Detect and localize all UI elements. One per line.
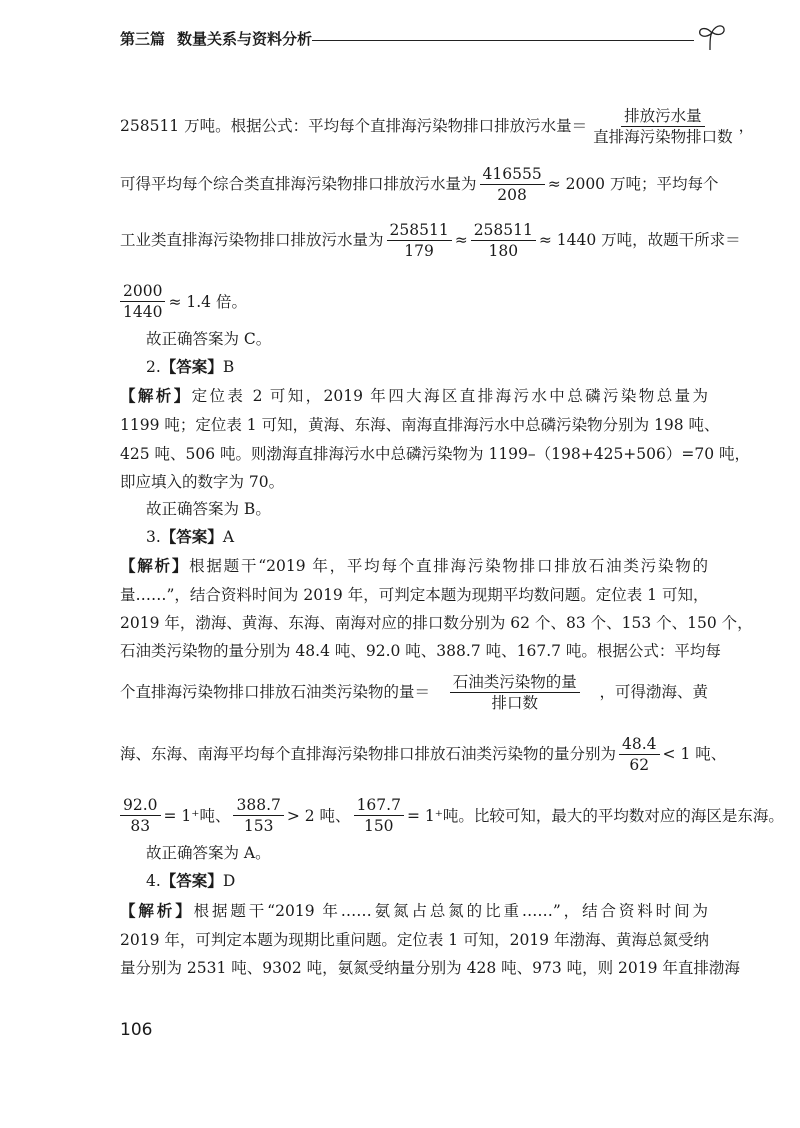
q3-analysis-line-5: 个直排海污染物排口排放石油类污染物的量＝ $\frac{\text{石油类污染物的量}}{\text{排口数}}$ ，可得渤海、黄 <box>120 672 708 712</box>
header-rule <box>312 40 694 41</box>
q4-analysis-line-3: 量分别为 2531 吨、9302 吨，氨氮受纳量分别为 428 吨、973 吨，则 2019 年直排渤海 <box>120 959 740 977</box>
header-part: 第三篇 <box>120 30 166 48</box>
q1-line-1: 258511 万吨。根据公式：平均每个直排海污染物排口排放污水量＝ $\frac{\text{排放污水量}}{\text{直排海污染物排口数}}$ ， <box>120 106 755 146</box>
q3-analysis-line-7: $\frac{92.0}{83}$ = 1⁺吨、 $\frac{388.7}{153}$ > 2 吨、 $\frac{167.7}{150}$ = 1⁺吨。比较可知，最大的平均数对应的海区是东海。 <box>120 790 708 830</box>
q4-answer-line: 4.【答案】D <box>146 872 236 890</box>
q3-answer-line: 3.【答案】A <box>146 528 235 546</box>
q3-analysis-line-2: 量……”，结合资料时间为 2019 年，可判定本题为现期平均数问题。定位表 1 可知， <box>120 586 709 604</box>
sprout-icon <box>694 22 730 52</box>
q2-analysis-line-2: 1199 吨；定位表 1 可知，黄海、东海、南海直排海污水中总磷污染物分别为 198 吨、 <box>120 416 720 434</box>
fraction: $\frac{416555}{208}$ <box>480 164 545 205</box>
running-header <box>120 22 720 52</box>
fraction: $\frac{2000}{1440}$ <box>120 281 165 322</box>
fraction: $\frac{\text{石油类污染物的量}}{\text{排口数}}$ <box>450 672 580 713</box>
fraction: $\frac{388.7}{153}$ <box>233 795 283 836</box>
q2-answer-line: 2.【答案】B <box>146 358 235 376</box>
q3-analysis-line-4: 石油类污染物的量分别为 48.4 吨、92.0 吨、388.7 吨、167.7 吨。根据公式：平均每 <box>120 642 721 660</box>
header-title: 数量关系与资料分析 <box>177 30 313 48</box>
q1-line-2: 可得平均每个综合类直排海污染物排口排放污水量为 $\frac{416555}{208}$ ≈ 2000 万吨；平均每个 <box>120 164 719 204</box>
fraction: $\frac{258511}{180}$ <box>471 220 536 261</box>
q3-analysis-line-6: 海、东海、南海平均每个直排海污染物排口排放石油类污染物的量分别为 $\frac{48.4}{62}$ < 1 吨、 <box>120 734 727 774</box>
q1-conclusion: 故正确答案为 C。 <box>146 330 272 348</box>
q4-analysis-line-2: 2019 年，可判定本题为现期比重问题。定位表 1 可知，2019 年渤海、黄海总氮受纳 <box>120 931 709 949</box>
q3-conclusion: 故正确答案为 A。 <box>146 844 271 862</box>
fraction: $\frac{167.7}{150}$ <box>354 795 404 836</box>
fraction: $\frac{48.4}{62}$ <box>619 734 660 775</box>
fraction: $\frac{\text{排放污水量}}{\text{直排海污染物排口数}}$ <box>593 106 733 146</box>
q2-conclusion: 故正确答案为 B。 <box>146 500 271 518</box>
q2-analysis-line-4: 即应填入的数字为 70。 <box>120 473 285 491</box>
q2-analysis-line-1: 【解析】定位表 2 可知，2019 年四大海区直排海污水中总磷污染物总量为 <box>120 387 708 405</box>
q2-analysis-line-3: 425 吨、506 吨。则渤海直排海污水中总磷污染物为 1199–（198+425+506）=70 吨， <box>120 445 751 463</box>
q3-analysis-line-3: 2019 年，渤海、黄海、东海、南海对应的排口数分别为 62 个、83 个、153 个、150 个， <box>120 614 753 632</box>
page-number: 106 <box>120 1020 153 1040</box>
q1-line-3: 工业类直排海污染物排口排放污水量为 $\frac{258511}{179}$ ≈ $\frac{258511}{180}$ ≈ 1440 万吨，故题干所求＝ <box>120 220 741 260</box>
q3-analysis-line-1: 【解析】根据题干“2019 年，平均每个直排海污染物排口排放石油类污染物的 <box>120 557 708 575</box>
q4-analysis-line-1: 【解析】根据题干“2019 年……氨氮占总氮的比重……”，结合资料时间为 <box>120 902 708 920</box>
q1-line-4: $\frac{2000}{1440}$ ≈ 1.4 倍。 <box>120 276 708 316</box>
fraction: $\frac{92.0}{83}$ <box>120 795 161 836</box>
fraction: $\frac{258511}{179}$ <box>387 220 452 261</box>
